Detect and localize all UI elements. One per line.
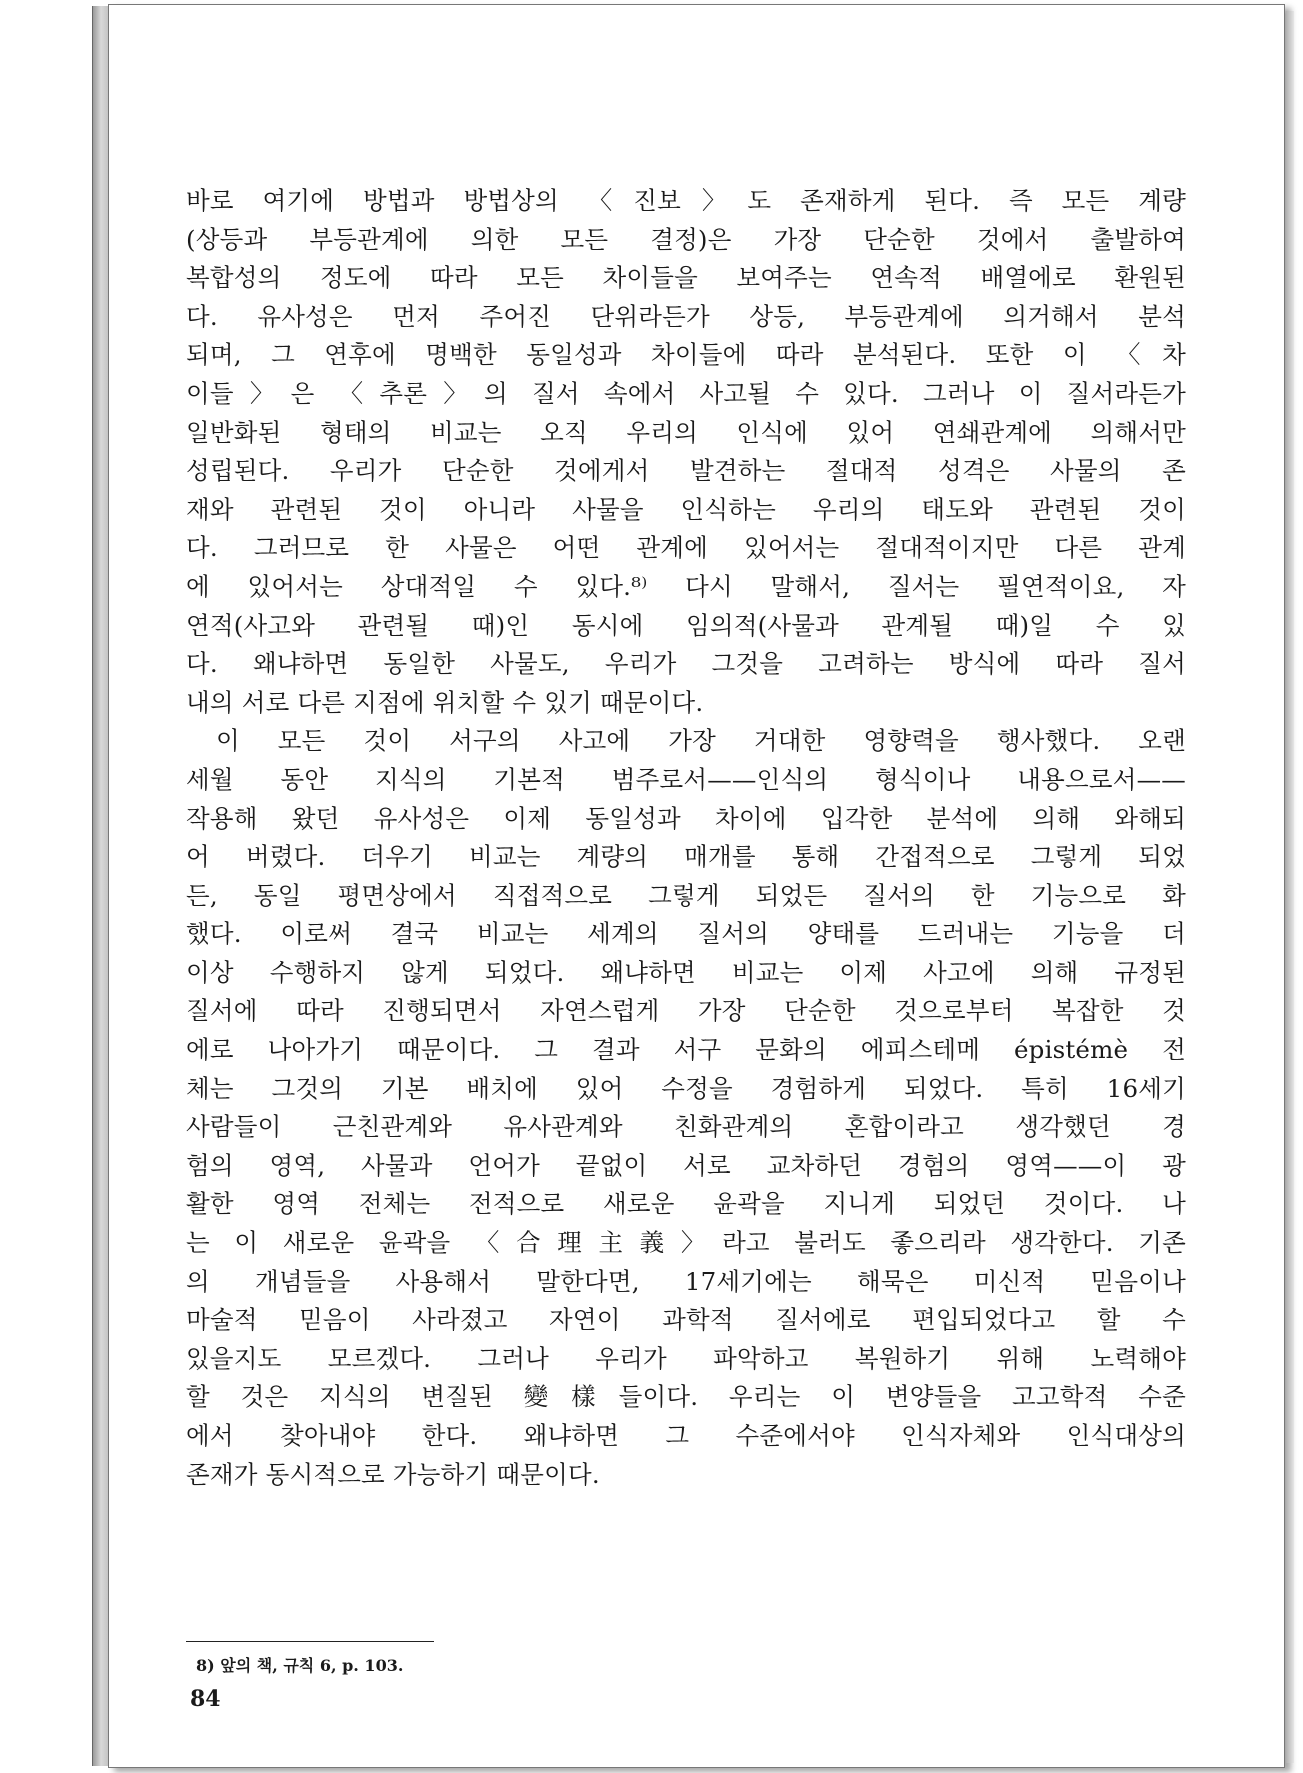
text-line: 이들〉은 〈추론〉의 질서 속에서 사고될 수 있다. 그러나 이 질서라든가: [186, 378, 1186, 408]
text-line: 는 이 새로운 윤곽을 〈合理主義〉라고 불러도 좋으리라 생각한다. 기존: [186, 1228, 1186, 1258]
text-line: 마술적 믿음이 사라졌고 자연이 과학적 질서에로 편입되었다고 할 수: [186, 1305, 1186, 1335]
text-line: 할 것은 지식의 변질된 變樣들이다. 우리는 이 변양들을 고고학적 수준: [186, 1382, 1186, 1412]
text-line: 재와 관련된 것이 아니라 사물을 인식하는 우리의 태도와 관련된 것이: [186, 494, 1186, 524]
text-line: 활한 영역 전체는 전적으로 새로운 윤곽을 지니게 되었던 것이다. 나: [186, 1189, 1186, 1219]
text-line: (상등과 부등관계에 의한 모든 결정)은 가장 단순한 것에서 출발하여: [186, 224, 1186, 254]
page-number: 84: [190, 1686, 221, 1712]
text-line: 다. 그러므로 한 사물은 어떤 관계에 있어서는 절대적이지만 다른 관계: [186, 533, 1186, 563]
text-line: 험의 영역, 사물과 언어가 끝없이 서로 교차하던 경험의 영역——이 광: [186, 1150, 1186, 1180]
text-line: 질서에 따라 진행되면서 자연스럽게 가장 단순한 것으로부터 복잡한 것: [186, 996, 1186, 1026]
text-line: 내의 서로 다른 지점에 위치할 수 있기 때문이다.: [186, 687, 704, 717]
text-line: 했다. 이로써 결국 비교는 세계의 질서의 양태를 드러내는 기능을 더: [186, 919, 1186, 949]
text-line: 체는 그것의 기본 배치에 있어 수정을 경험하게 되었다. 특히 16세기: [186, 1073, 1186, 1103]
footnote-divider: [186, 1641, 434, 1642]
text-line: 다. 유사성은 먼저 주어진 단위라든가 상등, 부등관계에 의거해서 분석: [186, 301, 1186, 331]
text-line: 다. 왜냐하면 동일한 사물도, 우리가 그것을 고려하는 방식에 따라 질서: [186, 649, 1186, 679]
text-line: 어 버렸다. 더우기 비교는 계량의 매개를 통해 간접적으로 그렇게 되었: [186, 842, 1186, 872]
text-line: 일반화된 형태의 비교는 오직 우리의 인식에 있어 연쇄관계에 의해서만: [186, 417, 1186, 447]
text-line: 존재가 동시적으로 가능하기 때문이다.: [186, 1459, 600, 1489]
text-line: 의 개념들을 사용해서 말한다면, 17세기에는 해묵은 미신적 믿음이나: [186, 1266, 1186, 1296]
text-line: 있을지도 모르겠다. 그러나 우리가 파악하고 복원하기 위해 노력해야: [186, 1343, 1186, 1373]
footnote: 8) 앞의 책, 규칙 6, p. 103.: [196, 1656, 404, 1675]
body-text: [186, 182, 1186, 1494]
text-line: 사람들이 근친관계와 유사관계와 친화관계의 혼합이라고 생각했던 경: [186, 1112, 1186, 1142]
text-line: 복합성의 정도에 따라 모든 차이들을 보여주는 연속적 배열에로 환원된: [186, 263, 1186, 293]
text-line: 에서 찾아내야 한다. 왜냐하면 그 수준에서야 인식자체와 인식대상의: [186, 1421, 1186, 1450]
text-line: 성립된다. 우리가 단순한 것에게서 발견하는 절대적 성격은 사물의 존: [186, 456, 1186, 486]
text-line: 이상 수행하지 않게 되었다. 왜냐하면 비교는 이제 사고에 의해 규정된: [186, 957, 1186, 987]
text-line: 에로 나아가기 때문이다. 그 결과 서구 문화의 에피스테메 épistémè 전: [186, 1035, 1186, 1065]
text-line: 바로 여기에 방법과 방법상의 〈진보〉도 존재하게 된다. 즉 모든 계량: [186, 186, 1186, 215]
text-line: 작용해 왔던 유사성은 이제 동일성과 차이에 입각한 분석에 의해 와해되: [186, 803, 1186, 833]
text-line: 에 있어서는 상대적일 수 있다.⁸⁾ 다시 말해서, 질서는 필연적이요, 자: [186, 571, 1186, 601]
text-line: 연적(사고와 관련될 때)인 동시에 임의적(사물과 관계될 때)일 수 있: [186, 610, 1186, 640]
text-line: 이 모든 것이 서구의 사고에 가장 거대한 영향력을 행사했다. 오랜: [216, 726, 1186, 756]
text-line: 든, 동일 평면상에서 직접적으로 그렇게 되었든 질서의 한 기능으로 화: [186, 880, 1186, 910]
text-line: 세월 동안 지식의 기본적 범주로서——인식의 형식이나 내용으로서——: [186, 764, 1186, 794]
text-line: 되며, 그 연후에 명백한 동일성과 차이들에 따라 분석된다. 또한 이 〈차: [186, 340, 1186, 370]
